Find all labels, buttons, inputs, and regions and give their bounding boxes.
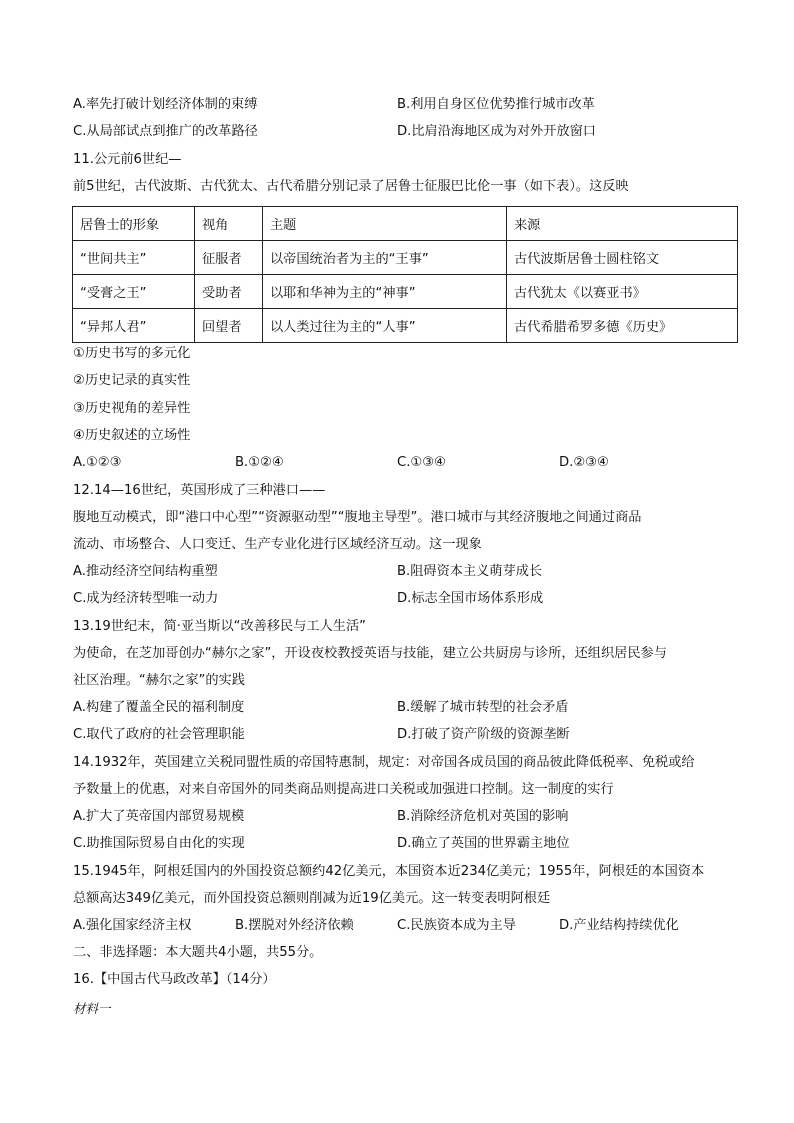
table-row [73, 241, 738, 275]
q13-option-d: D.打破了资产阶级的资源垄断 [397, 727, 570, 742]
q12-stem-line2: 腹地互动模式，即“港口中心型”“资源驱动型”“腹地主导型”。港口城市与其经济腹地之间通过商品 [73, 510, 642, 525]
table-header-cell: 居鲁士的形象 [73, 207, 195, 241]
q12-option-a: A.推动经济空间结构重塑 [73, 564, 218, 579]
table-cell: 古代犹太《以赛亚书》 [507, 275, 738, 309]
table-cell: 以人类过往为主的“人事” [263, 309, 507, 343]
q13-option-a: A.构建了覆盖全民的福利制度 [73, 700, 245, 715]
table-row [73, 275, 738, 309]
table-cell: 以耶和华神为主的“神事” [263, 275, 507, 309]
q14-option-c: C.助推国际贸易自由化的实现 [73, 836, 245, 851]
q13-option-b: B.缓解了城市转型的社会矛盾 [397, 700, 569, 715]
q11-item-3: ③历史视角的差异性 [73, 401, 191, 416]
table-cell: 古代波斯居鲁士圆柱铭文 [507, 241, 738, 275]
q10-option-b: B.利用自身区位优势推行城市改革 [397, 97, 595, 112]
q14-stem-line2: 予数量上的优惠，对来自帝国外的同类商品则提高进口关税或加强进口控制。这一制度的实行 [73, 782, 614, 797]
q12-option-c: C.成为经济转型唯一动力 [73, 591, 219, 606]
q13-option-c: C.取代了政府的社会管理职能 [73, 727, 245, 742]
q10-option-a: A.率先打破计划经济体制的束缚 [73, 97, 258, 112]
q15-option-b: B.摆脱对外经济依赖 [235, 918, 354, 933]
q10-option-d: D.比肩沿海地区成为对外开放窗口 [397, 124, 596, 139]
q12-stem-line3: 流动、市场整合、人口变迁、生产专业化进行区域经济互动。这一现象 [73, 537, 482, 552]
section-heading: 二、非选择题：本大题共4小题，共55分。 [73, 945, 323, 960]
q11-option-c: C.①③④ [397, 455, 446, 470]
table-cell: “世间共主” [73, 241, 195, 275]
table-header-cell: 视角 [195, 207, 263, 241]
q11-option-b: B.①②④ [235, 455, 284, 470]
q16-material-label: 材料一 [73, 1001, 111, 1016]
q11-option-a: A.①②③ [73, 455, 122, 470]
q10-option-c: C.从局部试点到推广的改革路径 [73, 124, 258, 139]
table-header-cell: 主题 [263, 207, 507, 241]
q12-stem-line1: 12.14—16世纪，英国形成了三种港口—— [73, 483, 326, 498]
q11-option-d: D.②③④ [559, 455, 609, 470]
q15-option-c: C.民族资本成为主导 [397, 918, 516, 933]
q11-item-1: ①历史书写的多元化 [73, 346, 191, 361]
table-cell: 以帝国统治者为主的“王事” [263, 241, 507, 275]
q13-stem-line2: 为使命，在芝加哥创办“赫尔之家”，开设夜校教授英语与技能，建立公共厨房与诊所，还组织居民参与 [73, 646, 667, 661]
table-cell: “受膏之王” [73, 275, 195, 309]
q14-option-b: B.消除经济危机对英国的影响 [397, 809, 569, 824]
q16-title: 16.【中国古代马政改革】（14分） [73, 972, 276, 987]
q12-option-d: D.标志全国市场体系形成 [397, 591, 544, 606]
table-cell: 受助者 [195, 275, 263, 309]
q11-item-4: ④历史叙述的立场性 [73, 428, 191, 443]
q15-stem-line2: 总额高达349亿美元，而外国投资总额则削减为近19亿美元。这一转变表明阿根廷 [73, 891, 551, 906]
table-cell: “异邦人君” [73, 309, 195, 343]
q14-option-d: D.确立了英国的世界霸主地位 [397, 836, 570, 851]
table-cell: 征服者 [195, 241, 263, 275]
q11-stem-line2: 前5世纪，古代波斯、古代犹太、古代希腊分别记录了居鲁士征服巴比伦一事（如下表）。这反映 [73, 179, 629, 194]
q13-stem-line1: 13.19世纪末，简·亚当斯以“改善移民与工人生活” [73, 619, 366, 634]
q15-option-d: D.产业结构持续优化 [559, 918, 679, 933]
table-cell: 回望者 [195, 309, 263, 343]
q11-stem-line1: 11.公元前6世纪— [73, 152, 182, 167]
q13-stem-line3: 社区治理。“赫尔之家”的实践 [73, 673, 245, 688]
q11-source-table [72, 206, 738, 343]
table-header-cell: 来源 [507, 207, 738, 241]
q15-option-a: A.强化国家经济主权 [73, 918, 192, 933]
q14-option-a: A.扩大了英帝国内部贸易规模 [73, 809, 245, 824]
q14-stem-line1: 14.1932年，英国建立关税同盟性质的帝国特惠制，规定：对帝国各成员国的商品彼此降低税率、免税或给 [73, 755, 695, 770]
table-row [73, 309, 738, 343]
table-header-row [73, 207, 738, 241]
table-cell: 古代希腊希罗多德《历史》 [507, 309, 738, 343]
q15-stem-line1: 15.1945年，阿根廷国内的外国投资总额约42亿美元，本国资本近234亿美元；1955年，阿根廷的本国资本 [73, 864, 705, 879]
q11-item-2: ②历史记录的真实性 [73, 373, 191, 388]
q12-option-b: B.阻碍资本主义萌芽成长 [397, 564, 543, 579]
